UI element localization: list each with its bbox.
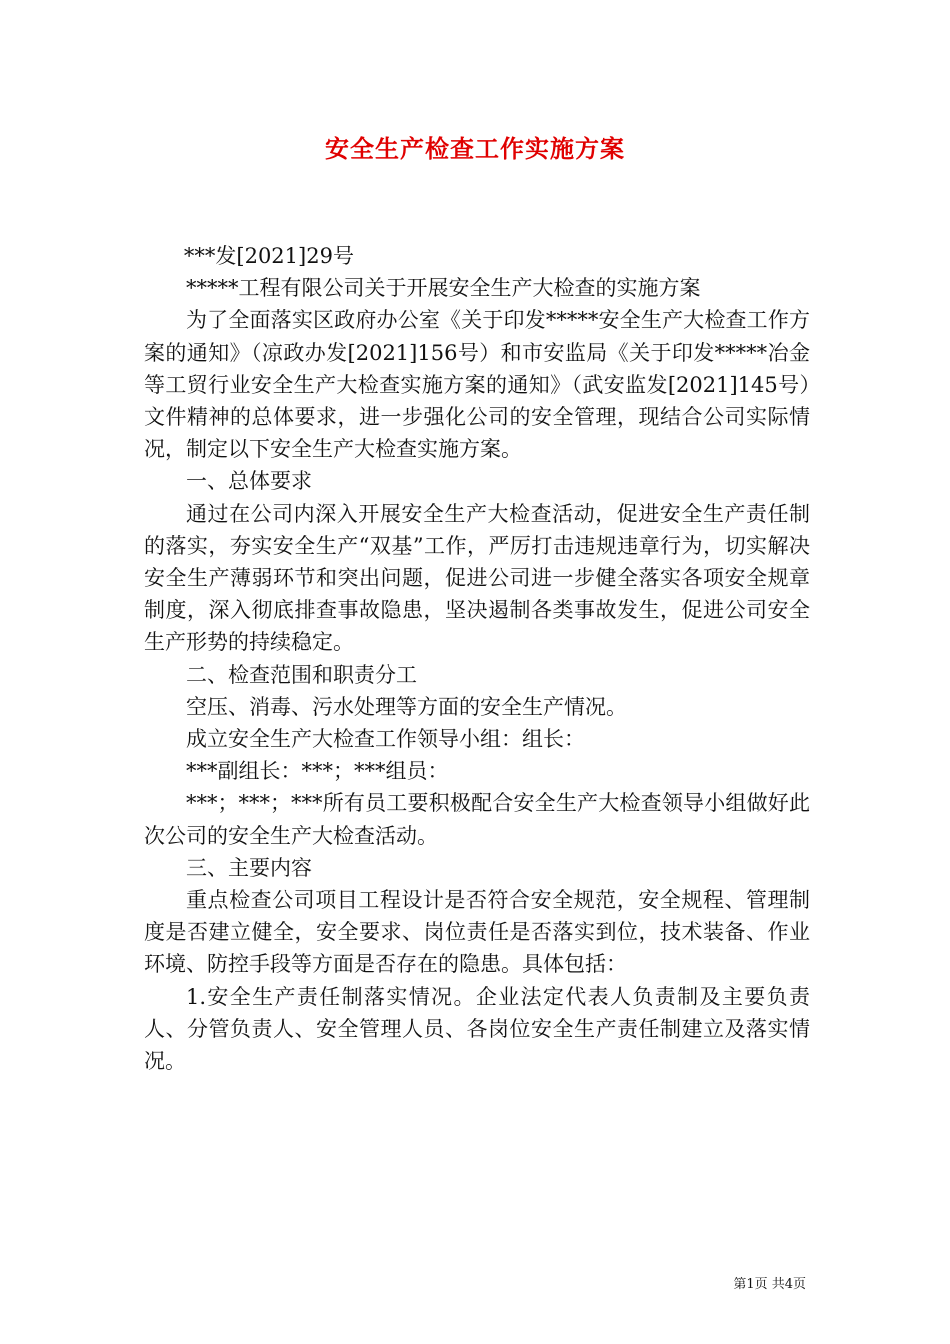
- paragraph-leader-group: 成立安全生产大检查工作领导小组：组长：: [186, 727, 585, 752]
- document-subtitle: *****工程有限公司关于开展安全生产大检查的实施方案: [186, 276, 701, 301]
- paragraph-members: ***；***；***所有员工要积极配合安全生产大检查领导小组做好此次公司的安全生产大检查活动。: [144, 791, 810, 848]
- section-heading-3: 三、主要内容: [186, 855, 312, 880]
- paragraph-item-1: 1.安全生产责任制落实情况。企业法定代表人负责制及主要负责人、分管负责人、安全管理人员、各岗位安全生产责任制建立及落实情况。: [144, 984, 810, 1074]
- page-number: 第1页 共4页: [733, 1277, 806, 1292]
- paragraph-intro: 为了全面落实区政府办公室《关于印发*****安全生产大检查工作方案的通知》（凉政办发[2021]156号）和市安监局《关于印发*****冶金等工贸行业安全生产大检查实施方案的通知》（武安监发[2021]145号）文件精神的总体要求，进一步强化公司的安全管理，现结合公司实际情况，制定以下安全生产大检查实施方案。: [144, 308, 810, 462]
- paragraph-scope: 空压、消毒、污水处理等方面的安全生产情况。: [186, 694, 627, 719]
- paragraph-deputy: ***副组长：***；***组员：: [186, 759, 449, 784]
- document-reference-number: ***发[2021]29号: [183, 244, 354, 268]
- document-title: 安全生产检查工作实施方案: [325, 134, 625, 163]
- paragraph-main-content: 重点检查公司项目工程设计是否符合安全规范，安全规程、管理制度是否建立健全，安全要求、岗位责任是否落实到位，技术装备、作业环境、防控手段等方面是否存在的隐患。具体包括：: [144, 888, 810, 977]
- section-heading-2: 二、检查范围和职责分工: [186, 662, 417, 687]
- paragraph-requirements: 通过在公司内深入开展安全生产大检查活动，促进安全生产责任制的落实，夯实安全生产“双基”工作，严厉打击违规违章行为，切实解决安全生产薄弱环节和突出问题，促进公司进一步健全落实各项安全规章制度，深入彻底排查事故隐患，坚决遏制各类事故发生，促进公司安全生产形势的持续稳定。: [144, 501, 810, 655]
- document-body: [144, 240, 810, 1077]
- section-heading-1: 一、总体要求: [186, 469, 312, 494]
